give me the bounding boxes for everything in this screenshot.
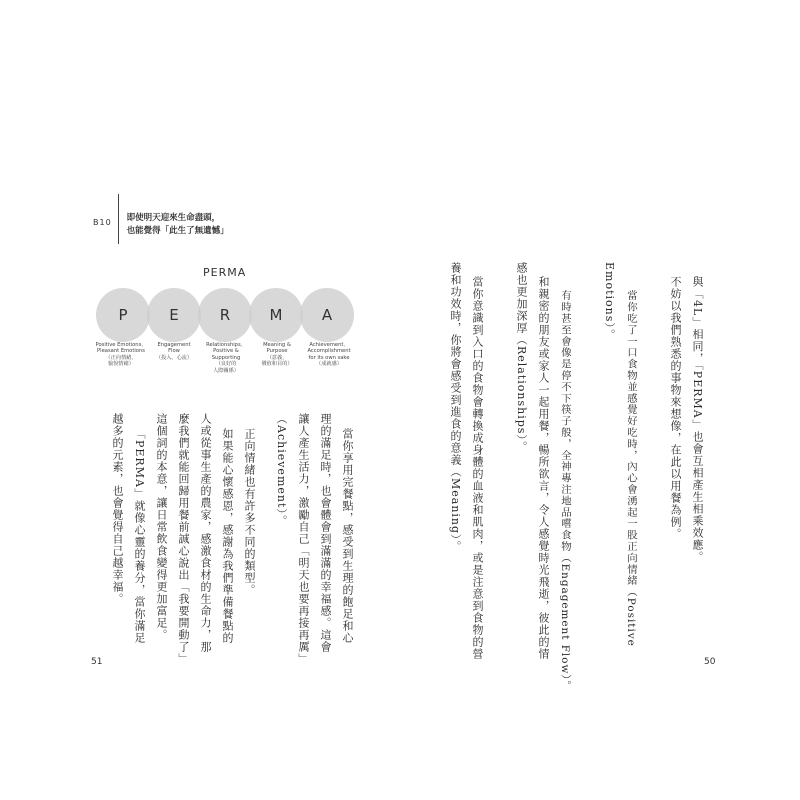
perma-circle-a: A <box>300 288 354 342</box>
perma-circles <box>96 288 361 338</box>
chapter-title-line: 也能覺得「此生了無遺憾」 <box>126 226 229 236</box>
perma-label-a <box>296 342 362 368</box>
body-column: 這個詞的本意，讓日常飲食變得更加富足。 <box>155 413 168 641</box>
chapter-title <box>127 212 229 238</box>
label-line: （投入、心流） <box>155 354 193 361</box>
body-column: 麼我們就能回歸用餐前誠心說出「我要開動了」 <box>177 413 190 665</box>
body-column: 如果能心懷感恩，感謝為我們準備餐點的 <box>221 428 234 644</box>
label-line: 愉悅情緒） <box>108 361 134 368</box>
body-column: 感也更加深厚（Relationships）。 <box>515 262 528 453</box>
section-label: B10 <box>93 218 112 227</box>
body-column: 當你意識到入口的食物會轉換成身體的血液和肌肉，或是注意到食物的營 <box>471 276 484 660</box>
label-line: 價值和目的） <box>261 361 293 368</box>
perma-circle-p: P <box>96 288 150 342</box>
label-line: for its own sake <box>308 354 350 361</box>
label-line: Meaning & <box>263 342 291 348</box>
label-line: 人際關係） <box>213 367 239 374</box>
body-column: Emotions）。 <box>603 262 616 341</box>
header-divider <box>118 194 119 244</box>
right-page <box>400 0 800 800</box>
running-header <box>93 212 229 244</box>
body-column: 和親密的朋友或家人一起用餐，暢所欲言，令人感覺時光飛逝，彼此的情 <box>537 276 550 660</box>
label-line: （良好的 <box>215 361 237 368</box>
label-line: Positive Emotions、 <box>95 342 147 348</box>
body-column: 當你吃了一口食物並感覺好吃時，內心會湧起一股正向情緒（Positive <box>625 290 637 647</box>
chapter-title-line: 即使明天迎來生命盡頭， <box>126 213 221 223</box>
label-line: （意義、 <box>266 354 288 361</box>
label-line: Flow <box>168 348 180 355</box>
page-number: 50 <box>704 657 716 667</box>
body-column: （Achievement）。 <box>275 413 288 527</box>
label-line: Achievement、 <box>309 342 349 348</box>
label-line: （成就感） <box>316 361 342 368</box>
body-column: 不妨以我們熟悉的事物來想像，在此以用餐為例。 <box>669 276 682 540</box>
perma-circle-m: M <box>249 288 303 342</box>
label-line: Pleasant Emotions <box>97 348 145 355</box>
body-column: 正向情緒也有許多不同的類型。 <box>243 428 256 596</box>
label-line: Relationships、 <box>206 342 246 348</box>
perma-circle-e: E <box>147 288 201 342</box>
label-line: Purpose <box>266 348 288 355</box>
body-column: 有時甚至會像是停不下筷子般，全神專注地品嚐食物（Engagement Flow）。 <box>559 290 571 692</box>
body-column: 養和功效時，你將會感受到進食的意義（Meaning）。 <box>449 262 462 553</box>
label-line: （正向情緒、 <box>105 354 137 361</box>
page-number: 51 <box>91 657 103 667</box>
perma-circle-r: R <box>198 288 252 342</box>
label-line: Engagement <box>157 342 191 348</box>
body-column: 理的滿足時，也會體會到滿滿的幸福感。這會 <box>319 413 332 653</box>
perma-diagram-title: PERMA <box>203 266 247 279</box>
body-column: 越多的元素，也會覺得自己越幸福。 <box>111 413 124 605</box>
perma-labels <box>88 342 368 382</box>
body-column: 人或從事生產的農家，感激食材的生命力，那 <box>199 413 212 653</box>
label-line: Accomplishment <box>307 348 351 355</box>
body-column: 「PERMA」就像心靈的養分，當你滿足 <box>133 428 146 644</box>
label-line: Positive & <box>213 348 239 355</box>
label-line: Supporting <box>211 354 241 361</box>
body-column: 與「4L」相同，「PERMA」也會互相產生相乘效應。 <box>691 276 704 563</box>
body-column: 當你享用完餐點，感受到生理的飽足和心 <box>341 428 354 644</box>
body-column: 讓人產生活力，激勵自己「明天也要再接再厲」 <box>297 413 310 665</box>
